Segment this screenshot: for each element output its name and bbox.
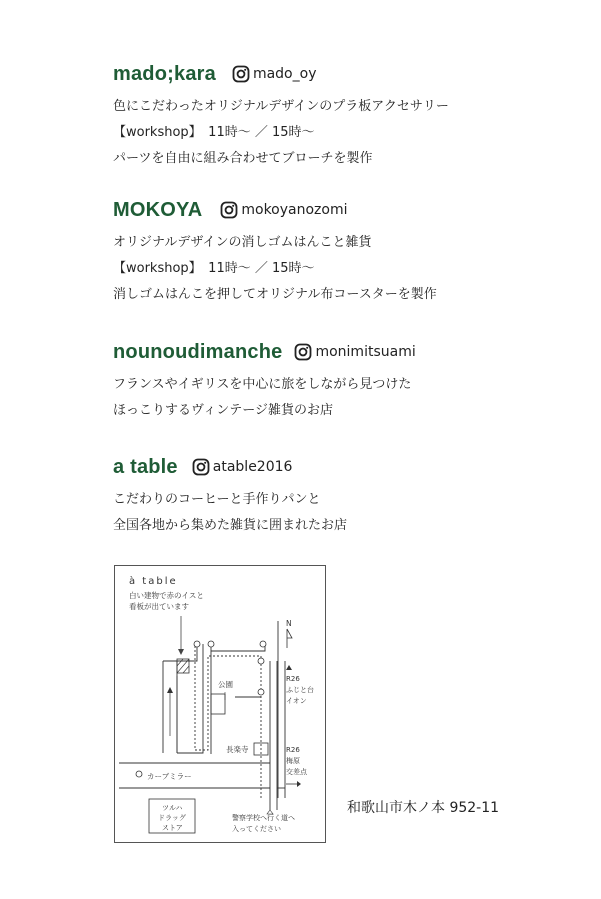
signal-icon: [208, 641, 214, 647]
description-line: 全国各地から集めた雑貨に囲まれたお店: [113, 518, 348, 533]
instagram-icon: [220, 201, 238, 219]
drugstore-label: ドラッグ: [158, 814, 186, 822]
r26-bottom-label: 梅原: [286, 757, 300, 765]
road-center: [177, 644, 203, 753]
up-arrow-icon: [286, 665, 292, 670]
instagram-icon: [294, 343, 312, 361]
police-school-label: 警察学校へ行く道へ: [232, 814, 295, 822]
description-line: オリジナルデザインの消しゴムはんこと雑貨: [113, 235, 372, 250]
description-line: パーツを自由に組み合わせてブローチを製作: [113, 151, 373, 166]
north-label: N: [286, 619, 292, 628]
curve-mirror-label: カーブミラー: [147, 772, 192, 781]
r26-top-label: R26: [286, 675, 300, 683]
description-line: ほっこりするヴィンテージ雑貨のお店: [113, 403, 333, 418]
r26-top-label: ふじと台: [286, 686, 314, 694]
pointer-arrow: [178, 649, 184, 655]
vendor-name: nounoudimanche: [113, 340, 283, 363]
description-line: こだわりのコーヒーと手作りパンと: [113, 492, 321, 507]
workshop-line: 【workshop】 11時～ ／ 15時～: [113, 261, 315, 276]
map-note: 看板が出ています: [129, 602, 189, 611]
vendor-name: mado;kara: [113, 62, 216, 85]
instagram-handle: monimitsuami: [315, 344, 416, 360]
instagram-icon: [192, 458, 210, 476]
instagram-icon: [232, 65, 250, 83]
drugstore-label: ツルハ: [162, 804, 183, 812]
r26-bottom-label: 交差点: [286, 768, 307, 776]
vendor-name: a table: [113, 455, 178, 478]
park-label: 公園: [218, 680, 233, 689]
description-line: 色にこだわったオリジナルデザインのプラ板アクセサリー: [113, 99, 449, 114]
address: 和歌山市木ノ本 952-11: [347, 800, 500, 816]
instagram-link[interactable]: [294, 343, 415, 361]
instagram-handle: mokoyanozomi: [241, 202, 348, 218]
map-drawing: [115, 566, 327, 844]
description-line: 消しゴムはんこを押してオリジナル布コースターを製作: [113, 287, 437, 302]
vendor-mokoya: [113, 197, 437, 302]
map-note: 白い建物で赤のイスと: [129, 591, 204, 600]
access-map: [114, 565, 326, 843]
map-title: à table: [129, 576, 178, 587]
r26-bottom-label: R26: [286, 746, 300, 754]
instagram-handle: atable2016: [212, 459, 293, 475]
vendor-madokara: [113, 61, 449, 166]
temple-label: 長楽寺: [226, 745, 249, 754]
signal-icon: [260, 641, 266, 647]
vendor-atable: [113, 454, 347, 533]
instagram-link[interactable]: [232, 65, 317, 83]
drugstore-label: ストア: [162, 824, 183, 832]
description-line: フランスやイギリスを中心に旅をしながら見つけた: [113, 377, 412, 392]
vendor-name: MOKOYA: [113, 198, 203, 221]
signal-icon: [194, 641, 200, 647]
instagram-link[interactable]: [192, 458, 293, 476]
road-inner: [211, 644, 265, 754]
r26-top-label: イオン: [286, 697, 307, 705]
signal-icon: [258, 689, 264, 695]
right-arrow-icon: [297, 781, 301, 787]
signal-icon: [258, 658, 264, 664]
instagram-link[interactable]: [220, 201, 347, 219]
park-block: [211, 694, 225, 714]
police-school-label: 入ってください: [232, 825, 281, 833]
route-dotted: [195, 646, 261, 798]
north-arrow-icon: [287, 629, 292, 648]
workshop-line: 【workshop】 11時～ ／ 15時～: [113, 125, 315, 140]
instagram-handle: mado_oy: [252, 66, 317, 82]
vendor-nounoudimanche: [113, 339, 416, 418]
mirror-icon: [136, 771, 142, 777]
